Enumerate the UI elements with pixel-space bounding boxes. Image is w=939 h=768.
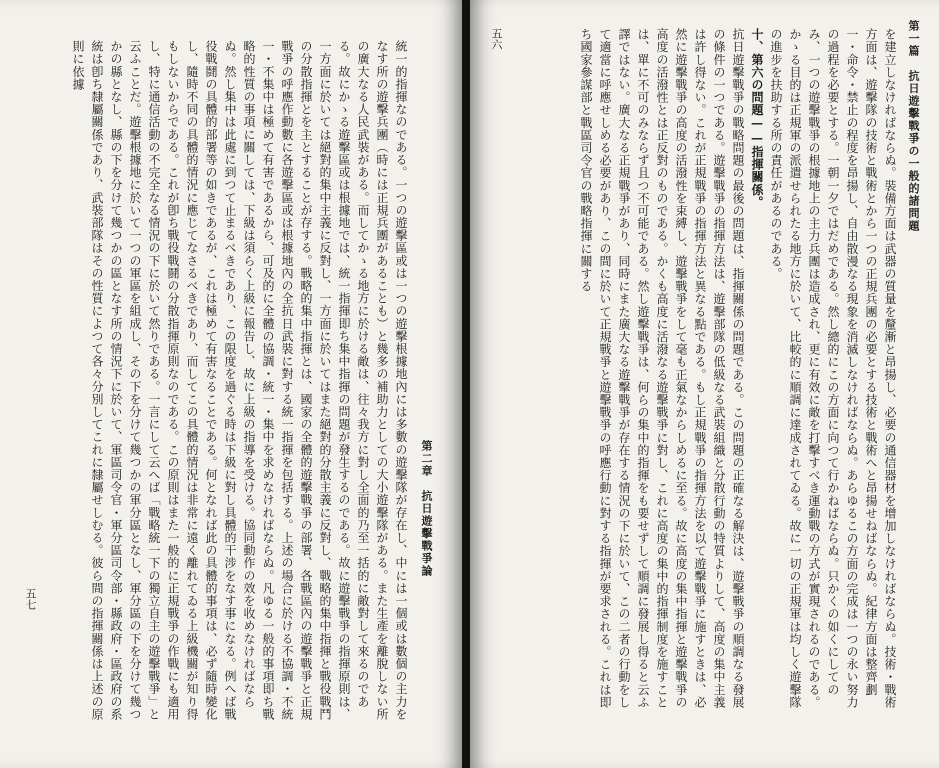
body-text [509, 28, 899, 718]
left-page [0, 0, 462, 768]
running-head: 第二章 抗日遊擊戰爭論 [420, 440, 433, 578]
body-paragraph: 統一的指揮なのである。一つの遊擊區或は一つの遊擊根據地內には多數の遊擊隊が存在し、中には一個或は數個の主力をなす所の遊擊兵團（時には正規兵團があることも）と幾多の補助力としての大小遊擊隊がある。また生產を離脫しない所の廣大なる人民武裝がある。而してかゝる地方に於ける敵は、往々我方に對し全面的乃至一括的に敵對して來るのである。故にかゝる遊擊區或は根據地では、統一指揮即ち集中指揮の問題が發生するのである。故に遊擊戰爭の指揮原則は、一方面に於いては絕對的集中主義に反對し、一方面に於いてはまた絕對的分散主義に反對し、戰略的集中指揮と戰役戰鬥の分散指揮とを主とすることが存する。戰略的集中指揮とは、國家の全體的遊擊戰爭の部署、各戰區內の遊擊戰爭と正規戰爭の呼應作動數に各遊擊區或は根據地內の全抗日武裝に對する統一指揮を包括する。上述の場合に於ける不協調・不統一・不集中は極めて有害であるから、可及的に全體の協調・統一・集中を求めなければならぬ。凡ゆる一般的事項即ち戰略的性質の事項に關しては、下級は須らく上級に報告し、故に上級の指導を受ける。協同動作の效を收めなければならぬ。然し集中は此處に到つて止まるべきであり、この限度を過ぐる時は下級に對し具體的干涉をなす事になる。例へば戰役戰鬪の具體的部署等の如きであるが、これは極めて有害なることである。何となれば此の具體的事項は、必ず隨時變化し、隨時不同の具體的情況に應じてなさるべきであり、而してこの具體的情況は非常に遠く離れてゐる上級機關が知り得もしないからである。これが卽ち戰役戰鬪の分散指揮原則なのである。この原則はまた一般的に正規戰爭の作戰にも適用し、特に通信活動の不完全なる情況の下に於いて然りである。一言にして云へば「戰略統一下の獨立自主の遊擊戰爭」と云ふことだ。遊擊根據地に於いて一つの軍區を組成し、その下を分けて幾つかの軍分區となし、軍分區の下を分けて幾つかの縣となし、縣の下を分けて幾つかの區となす所の情況下に於いて、軍區司令官・軍分區司令部・縣政府・區政府の系統は卽ち隸屬關係であり、武裝部隊はその性質によつて各々分別してこれに隸屬せしむる。彼ら間の指揮關係は上述の原則に依據 [71, 40, 408, 721]
body-paragraph-1: を建立しなければならぬ。裝備方面は武器の質量を釐漸と昂揚し、必要の通信器材を增加しなければならぬ。技術・戰術方面は、遊擊隊の技術と戰術とから一つの正規兵團の必要とする技術と戰術へと昂揚せねばならぬ。紀律方面は整齊劃一・命令・禁止の程度を昂揚し、自由散漫なる現象を消滅しなければならぬ。あらゆるこの方面の完成は一つの永い努力の過程を必要とする。一朝一夕ではだめである。然し總的にこの方面に向つて行かねばならぬ。只かくの如くにしてのみ、一つの遊擊戰爭の根據地上の主力兵團は造成され、更に有效に敵を打擊すべき運動戰の方式が實現されるのである。かゝる目的は正規軍の派遣せられたる地方に於いて、比較的に順調に達成されてゐる。故に一切の正規軍は均しく遊擊隊の進步を扶助する所の責任があるのである。 [769, 28, 897, 709]
page-number: 五六 [490, 28, 503, 50]
running-head: 第一篇 抗日遊擊戰爭の一般的諸問題 [907, 20, 920, 233]
section-heading: 十、第六の問題——指揮關係。 [750, 28, 764, 209]
right-page [470, 0, 939, 768]
page-number: 五七 [24, 588, 37, 610]
binding-gutter [462, 0, 470, 768]
body-text [40, 40, 410, 730]
body-paragraph-2: 抗日遊擊戰爭の戰略問題の最後の問題は、指揮關係の問題である。この問題の正確なる解決は、遊擊戰爭の順調なる發展の條件の一つである。遊擊戰爭の指揮方法は、遊擊部隊の低級なる武裝組織と分散行動の特質よりして、高度の集中主義は許し得ない。これが正規戰爭の指揮方法と異なる點である。もし正規戰爭の指揮方法を以て遊擊戰爭に施すときは、必然に遊擊戰爭の高度の活潑性を束縛し、遊擊戰爭をして毫も正氣なからしめるに至る。故に高度の集中指揮と遊擊戰爭の高度の活潑性とは正反對のものである。かくも高度に活潑なる遊擊戰爭に對し、これに高度の集中的指揮制度を施すことは、單に不可のみならず且つ不可能である。然し遊擊戰爭は、何らの集中的指揮をも要せずして順調に發展し得ると云ふ譯ではない。廣大なる正規戰爭があり、同時にまた廣大なる遊擊戰爭が存在する情況の下に於いて、この二者の行動をして適當に呼應せしめる必要があり、この間に於いて正規戰爭と遊擊戰爭の呼應行動に對する指揮が要求される。これは即ち國家參謀部と戰區司令官の戰略指揮に關する [579, 28, 745, 709]
